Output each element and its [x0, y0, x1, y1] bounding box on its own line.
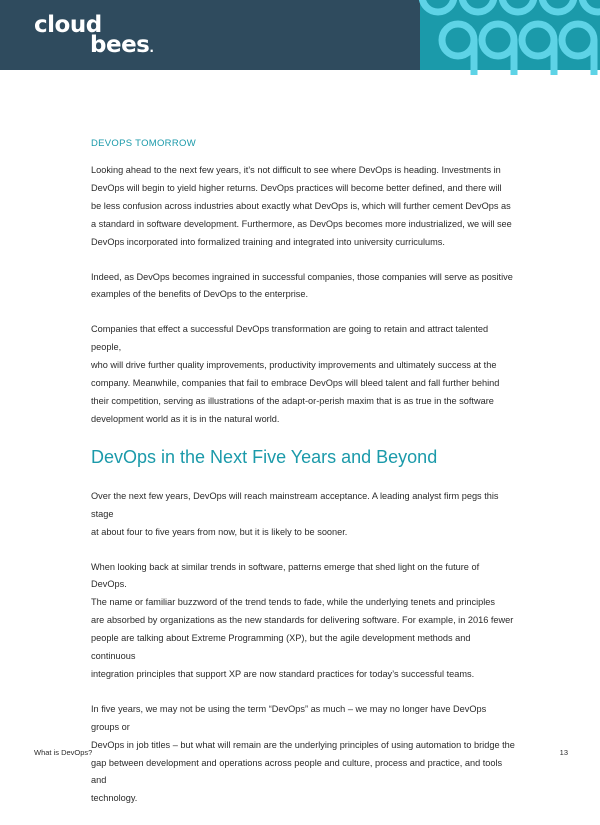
paragraph: Over the next few years, DevOps will reach mainstream acceptance. A leading analyst firm pegs this stage at about four to five years from now, but it is likely to be sooner.	[91, 490, 499, 537]
page-number: 13	[559, 748, 568, 757]
logo-text-bees: bees.	[90, 32, 154, 58]
decorative-pattern-icon	[420, 0, 600, 70]
paragraph: In five years, we may not be using the term “DevOps” as much – we may no longer have DevOps groups or DevOps in job titles – but what will remain are the underlying principles of using automation to bridge the gap between development and operations across people and culture, process and practice, and tools and technology.	[91, 703, 515, 804]
cloudbees-logo	[34, 12, 154, 58]
main-content	[91, 138, 516, 825]
paragraph: Looking ahead to the next few years, it’s not difficult to see where DevOps is heading. Investments in DevOps will begin to yield higher returns. DevOps practices will become better defined, and there will be less confusion across industries about exactly what DevOps is, which will further cement DevOps as a standard in software development. Furthermore, as DevOps becomes more industrialized, we will see DevOps incorporated into formalized training and integrated into university curriculums.	[91, 165, 512, 247]
logo-text-cloud: cloud	[34, 12, 102, 38]
paragraph: Indeed, as DevOps becomes ingrained in successful companies, those companies will serve as positive examples of the benefits of DevOps to the enterprise.	[91, 271, 513, 300]
section-label: DEVOPS TOMORROW	[91, 138, 196, 149]
paragraph: When looking back at similar trends in software, patterns emerge that shed light on the future of DevOps. The name or familiar buzzword of the trend tends to fade, while the underlying tenets and principles are absorbed by organizations as the new standards for delivering software. For example, in 2016 fewer people are talking about Extreme Programming (XP), but the agile development methods and continuous integration principles that support XP are now standard practices for today’s successful teams.	[91, 561, 514, 679]
section-heading: DevOps in the Next Five Years and Beyond	[91, 446, 438, 467]
footer-doc-title: What is DevOps?	[34, 748, 93, 757]
page-header	[0, 0, 600, 70]
paragraph: Companies that effect a successful DevOps transformation are going to retain and attract talented people, who will drive further quality improvements, productivity improvements and ultimately success at the company. Meanwhile, companies that fail to embrace DevOps will bleed talent and fall further behind their competition, serving as illustrations of the adapt-or-perish maxim that is as true in the software development world as it is in the natural world.	[91, 324, 500, 424]
